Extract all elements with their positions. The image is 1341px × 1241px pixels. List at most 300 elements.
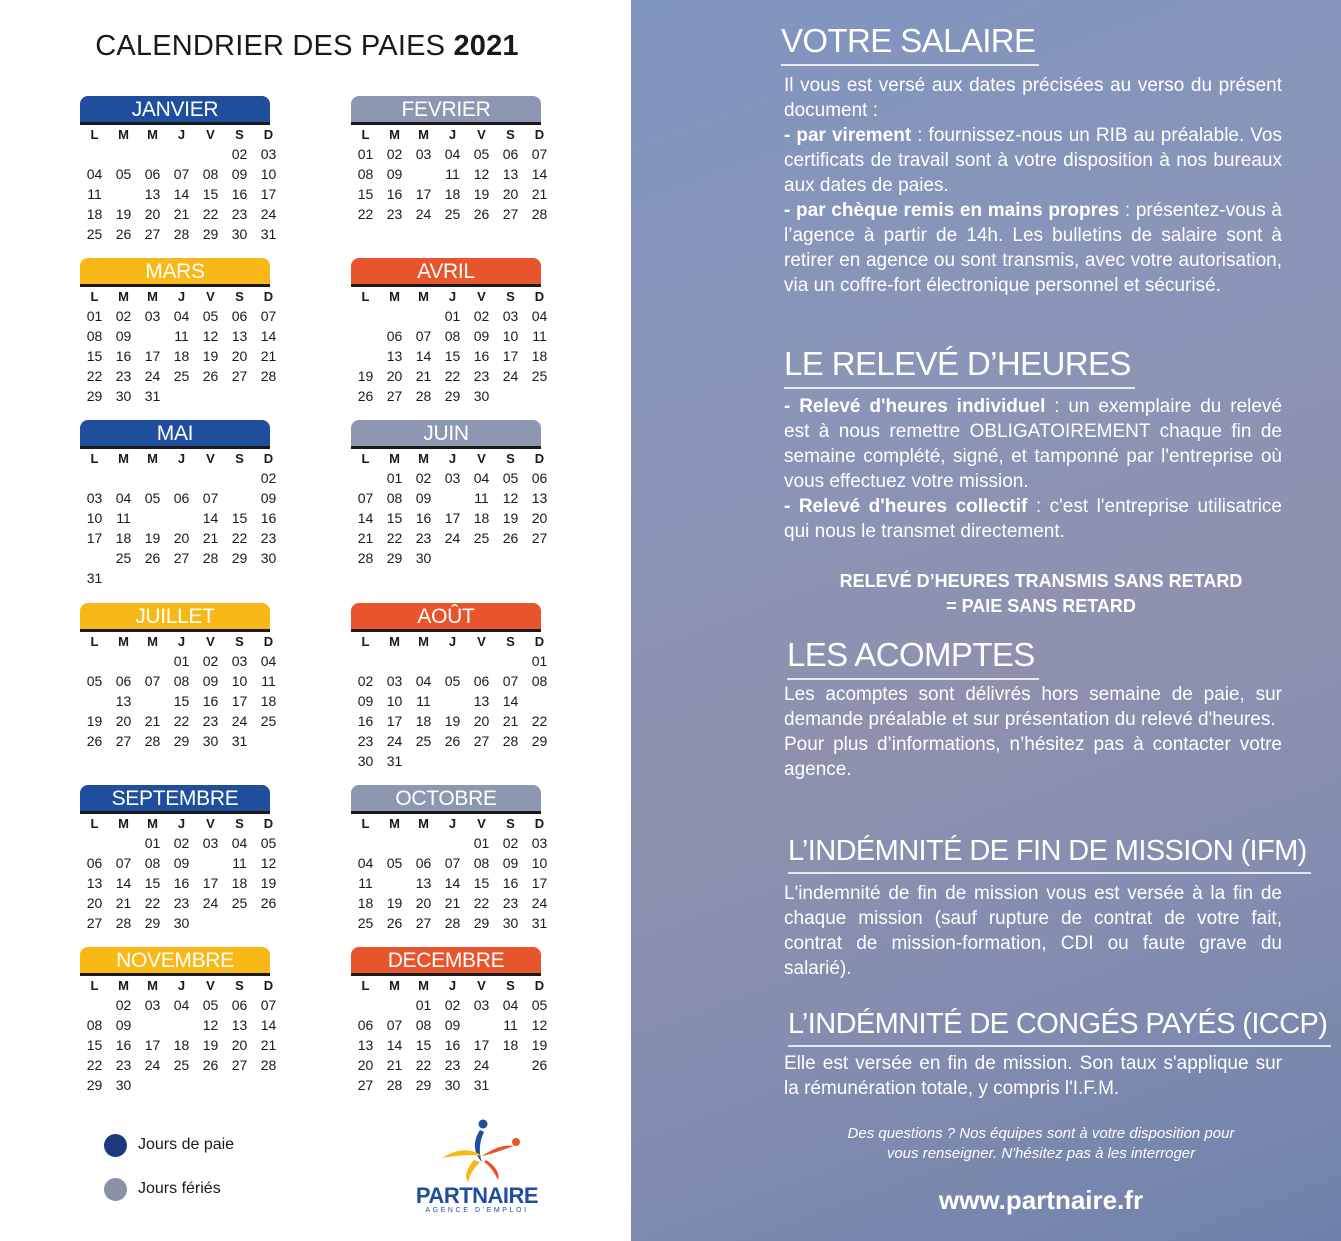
day-cell: 11 bbox=[261, 673, 276, 689]
day-cell: 26 bbox=[115, 226, 132, 242]
empty-cell bbox=[109, 833, 138, 853]
month-grid bbox=[351, 449, 548, 568]
empty-cell bbox=[80, 144, 109, 164]
day-cell: 17 bbox=[386, 713, 403, 729]
weekday-header: J bbox=[448, 978, 457, 993]
day-cell: 10 bbox=[502, 328, 519, 344]
day-cell: 22 bbox=[231, 530, 248, 546]
day-cell: 07 bbox=[144, 673, 161, 689]
calendar-year: 2021 bbox=[453, 30, 519, 62]
day-cell: 15 bbox=[386, 510, 403, 526]
day-cell: 06 bbox=[415, 855, 432, 871]
day-cell: 07 bbox=[357, 490, 374, 506]
day-cell: 20 bbox=[531, 510, 548, 526]
day-cell: 27 bbox=[115, 733, 132, 749]
day-cell: 04 bbox=[231, 835, 248, 851]
day-cell: 10 bbox=[260, 166, 277, 182]
weekday-header: M bbox=[389, 978, 400, 993]
weekday-header: V bbox=[206, 451, 215, 466]
day-cell: 23 bbox=[473, 368, 490, 384]
cheque-text: : présentez-vous à l’agence à partir de 14h. Les bulletins de salaire sont à retirer en agence ou sont transmis, avec votre autorisation, via un coffre-fort électronique personnel et sécurisé. bbox=[784, 200, 1282, 296]
virement-text: : fournissez-nous un RIB au préalable. Vos certificats de travail sont à votre disposition à nos bureaux aux dates de paies. bbox=[784, 125, 1282, 196]
weekday-header: M bbox=[147, 451, 158, 466]
day-cell: 05 bbox=[115, 166, 132, 182]
day-cell: 18 bbox=[86, 206, 103, 222]
holiday-cell: 11 bbox=[167, 1015, 196, 1035]
calendar-title bbox=[0, 30, 614, 63]
day-cell: 20 bbox=[144, 206, 161, 222]
weekday-header: M bbox=[389, 289, 400, 304]
day-cell: 02 bbox=[115, 997, 132, 1013]
month-3 bbox=[80, 258, 277, 406]
day-cell: 01 bbox=[444, 308, 461, 324]
day-cell: 06 bbox=[144, 166, 161, 182]
weekday-header: S bbox=[235, 289, 244, 304]
day-cell: 11 bbox=[416, 693, 431, 709]
empty-cell bbox=[109, 144, 138, 164]
day-cell: 25 bbox=[231, 895, 248, 911]
day-cell: 31 bbox=[231, 733, 248, 749]
pay-day-cell: 10 bbox=[409, 164, 438, 184]
day-cell: 30 bbox=[502, 915, 519, 931]
day-cell: 02 bbox=[386, 146, 403, 162]
day-cell: 07 bbox=[531, 146, 548, 162]
month-9 bbox=[80, 785, 277, 933]
day-cell: 30 bbox=[173, 915, 190, 931]
day-cell: 16 bbox=[357, 713, 374, 729]
day-cell: 25 bbox=[473, 530, 490, 546]
weekday-header: L bbox=[90, 978, 99, 993]
day-cell: 31 bbox=[531, 915, 548, 931]
day-cell: 08 bbox=[86, 1017, 103, 1033]
weekday-header: S bbox=[235, 816, 244, 831]
day-cell: 29 bbox=[202, 226, 219, 242]
day-cell: 23 bbox=[444, 1057, 461, 1073]
weekday-header: D bbox=[534, 451, 545, 466]
acomptes-text bbox=[784, 682, 1282, 782]
weekday-header: V bbox=[477, 289, 486, 304]
weekday-header: S bbox=[506, 978, 515, 993]
day-cell: 09 bbox=[357, 693, 374, 709]
day-cell: 30 bbox=[444, 1077, 461, 1093]
weekday-header: D bbox=[534, 634, 545, 649]
day-cell: 07 bbox=[260, 997, 277, 1013]
weekday-header: M bbox=[418, 978, 429, 993]
weekday-header: M bbox=[118, 816, 129, 831]
month-header: JUIN bbox=[351, 420, 541, 446]
day-cell: 03 bbox=[86, 490, 103, 506]
calendar-panel bbox=[0, 0, 631, 1241]
weekday-header: D bbox=[263, 127, 274, 142]
weekday-header: M bbox=[389, 127, 400, 142]
day-cell: 28 bbox=[386, 1077, 403, 1093]
day-cell: 25 bbox=[173, 1057, 190, 1073]
day-cell: 11 bbox=[503, 1017, 518, 1033]
weekday-header: D bbox=[263, 978, 274, 993]
month-header: DECEMBRE bbox=[351, 947, 541, 973]
day-cell: 02 bbox=[473, 308, 490, 324]
day-cell: 17 bbox=[202, 875, 219, 891]
weekday-header: M bbox=[147, 978, 158, 993]
day-cell: 15 bbox=[357, 186, 374, 202]
day-cell: 09 bbox=[386, 166, 403, 182]
day-cell: 23 bbox=[415, 530, 432, 546]
day-cell: 15 bbox=[144, 875, 161, 891]
day-cell: 01 bbox=[531, 653, 548, 669]
month-11 bbox=[80, 947, 277, 1095]
day-cell: 16 bbox=[502, 875, 519, 891]
month-grid bbox=[80, 287, 277, 406]
day-cell: 17 bbox=[260, 186, 277, 202]
empty-cell bbox=[80, 651, 109, 671]
day-cell: 28 bbox=[173, 226, 190, 242]
empty-cell bbox=[438, 651, 467, 671]
website-link[interactable]: www.partnaire.fr bbox=[938, 1185, 1144, 1215]
day-cell: 22 bbox=[473, 895, 490, 911]
day-cell: 03 bbox=[202, 835, 219, 851]
day-cell: 17 bbox=[415, 186, 432, 202]
day-cell: 31 bbox=[473, 1077, 490, 1093]
day-cell: 13 bbox=[231, 328, 248, 344]
day-cell: 20 bbox=[357, 1057, 374, 1073]
day-cell: 04 bbox=[415, 673, 432, 689]
empty-cell bbox=[167, 468, 196, 488]
day-cell: 02 bbox=[260, 470, 277, 486]
slogan-line-1: RELEVÉ D’HEURES TRANSMIS SANS RETARD bbox=[839, 571, 1243, 591]
day-cell: 23 bbox=[202, 713, 219, 729]
day-cell: 06 bbox=[231, 997, 248, 1013]
day-cell: 08 bbox=[357, 166, 374, 182]
day-cell: 16 bbox=[444, 1037, 461, 1053]
pay-day-cell: 10 bbox=[138, 1015, 167, 1035]
day-cell: 03 bbox=[444, 470, 461, 486]
day-cell: 19 bbox=[473, 186, 490, 202]
day-cell: 23 bbox=[357, 733, 374, 749]
day-cell: 03 bbox=[144, 308, 161, 324]
day-cell: 01 bbox=[386, 470, 403, 486]
day-cell: 03 bbox=[415, 146, 432, 162]
weekday-header: M bbox=[118, 634, 129, 649]
weekday-header: V bbox=[206, 289, 215, 304]
day-cell: 14 bbox=[531, 166, 548, 182]
day-cell: 22 bbox=[531, 713, 548, 729]
pay-day-cell: 12 bbox=[80, 691, 109, 711]
pay-dot-icon bbox=[104, 1134, 127, 1157]
day-cell: 29 bbox=[415, 1077, 432, 1093]
empty-cell bbox=[196, 468, 225, 488]
month-4 bbox=[351, 258, 548, 406]
weekday-header: D bbox=[534, 978, 545, 993]
weekday-header: S bbox=[506, 127, 515, 142]
day-cell: 27 bbox=[415, 915, 432, 931]
day-cell: 27 bbox=[144, 226, 161, 242]
month-header: JANVIER bbox=[80, 96, 270, 122]
empty-cell bbox=[409, 651, 438, 671]
day-cell: 10 bbox=[231, 673, 248, 689]
holiday-cell: 14 bbox=[138, 691, 167, 711]
holiday-cell: 25 bbox=[496, 1055, 525, 1075]
day-cell: 30 bbox=[115, 1077, 132, 1093]
day-cell: 21 bbox=[502, 713, 519, 729]
day-cell: 29 bbox=[444, 388, 461, 404]
day-cell: 30 bbox=[260, 550, 277, 566]
weekday-header: L bbox=[361, 816, 370, 831]
month-grid bbox=[80, 632, 277, 751]
day-cell: 04 bbox=[86, 166, 103, 182]
ifm-title: L’INDÉMNITÉ DE FIN DE MISSION (IFM) bbox=[788, 835, 1307, 867]
month-header: FEVRIER bbox=[351, 96, 541, 122]
day-cell: 08 bbox=[415, 1017, 432, 1033]
day-cell: 04 bbox=[444, 146, 461, 162]
month-grid bbox=[351, 814, 548, 933]
day-cell: 25 bbox=[357, 915, 374, 931]
day-cell: 24 bbox=[415, 206, 432, 222]
day-cell: 06 bbox=[231, 308, 248, 324]
holiday-cell: 01 bbox=[80, 995, 109, 1015]
day-cell: 30 bbox=[202, 733, 219, 749]
salaire-intro: Il vous est versé aux dates précisées au verso du présent document : bbox=[784, 75, 1282, 121]
day-cell: 12 bbox=[202, 328, 219, 344]
day-cell: 11 bbox=[232, 855, 247, 871]
weekday-header: M bbox=[118, 127, 129, 142]
day-cell: 25 bbox=[415, 733, 432, 749]
holiday-cell: 15 bbox=[525, 691, 554, 711]
day-cell: 29 bbox=[531, 733, 548, 749]
questions-note bbox=[781, 1124, 1301, 1164]
month-grid bbox=[351, 125, 548, 224]
weekday-header: V bbox=[477, 816, 486, 831]
day-cell: 06 bbox=[173, 490, 190, 506]
day-cell: 09 bbox=[115, 328, 132, 344]
empty-cell bbox=[138, 468, 167, 488]
day-cell: 18 bbox=[231, 875, 248, 891]
day-cell: 11 bbox=[116, 510, 131, 526]
releve-title: LE RELEVÉ D’HEURES bbox=[784, 345, 1131, 382]
day-cell: 28 bbox=[202, 550, 219, 566]
day-cell: 20 bbox=[231, 1037, 248, 1053]
day-cell: 20 bbox=[173, 530, 190, 546]
empty-cell bbox=[380, 651, 409, 671]
day-cell: 29 bbox=[473, 915, 490, 931]
partnaire-logo bbox=[412, 1118, 542, 1222]
day-cell: 24 bbox=[386, 733, 403, 749]
salaire-title: VOTRE SALAIRE bbox=[781, 22, 1036, 59]
day-cell: 15 bbox=[202, 186, 219, 202]
day-cell: 26 bbox=[473, 206, 490, 222]
weekday-header: S bbox=[235, 451, 244, 466]
day-cell: 18 bbox=[415, 713, 432, 729]
month-header: AVRIL bbox=[351, 258, 541, 284]
day-cell: 31 bbox=[260, 226, 277, 242]
day-cell: 08 bbox=[144, 855, 161, 871]
day-cell: 18 bbox=[173, 348, 190, 364]
day-cell: 12 bbox=[531, 1017, 548, 1033]
weekday-header: S bbox=[235, 978, 244, 993]
day-cell: 09 bbox=[260, 490, 277, 506]
day-cell: 27 bbox=[357, 1077, 374, 1093]
day-cell: 23 bbox=[115, 1057, 132, 1073]
weekday-header: J bbox=[448, 127, 457, 142]
day-cell: 02 bbox=[173, 835, 190, 851]
day-cell: 05 bbox=[444, 673, 461, 689]
day-cell: 02 bbox=[502, 835, 519, 851]
day-cell: 17 bbox=[502, 348, 519, 364]
day-cell: 20 bbox=[473, 713, 490, 729]
day-cell: 13 bbox=[502, 166, 519, 182]
day-cell: 29 bbox=[386, 550, 403, 566]
day-cell: 17 bbox=[86, 530, 103, 546]
day-cell: 19 bbox=[531, 1037, 548, 1053]
day-cell: 26 bbox=[444, 733, 461, 749]
empty-cell bbox=[438, 833, 467, 853]
holiday-cell: 01 bbox=[225, 468, 254, 488]
holiday-cell: 01 bbox=[196, 144, 225, 164]
day-cell: 23 bbox=[386, 206, 403, 222]
day-cell: 22 bbox=[86, 1057, 103, 1073]
day-cell: 14 bbox=[502, 693, 519, 709]
weekday-header: M bbox=[389, 816, 400, 831]
day-cell: 05 bbox=[202, 997, 219, 1013]
weekday-header: M bbox=[418, 634, 429, 649]
iccp-text: Elle est versée en fin de mission. Son taux s'applique sur la rémunération totale, y compris l'I.F.M. bbox=[784, 1053, 1282, 1099]
day-cell: 14 bbox=[415, 348, 432, 364]
acomptes-text-2: Pour plus d’informations, n’hésitez pas à contacter votre agence. bbox=[784, 734, 1282, 780]
day-cell: 11 bbox=[174, 328, 189, 344]
day-cell: 09 bbox=[444, 1017, 461, 1033]
slogan-line-2: = PAIE SANS RETARD bbox=[946, 596, 1136, 616]
day-cell: 14 bbox=[202, 510, 219, 526]
weekday-header: J bbox=[448, 451, 457, 466]
day-cell: 24 bbox=[260, 206, 277, 222]
holiday-cell: 08 bbox=[225, 488, 254, 508]
pay-day-cell: 12 bbox=[351, 346, 380, 366]
weekday-header: S bbox=[235, 127, 244, 142]
day-cell: 24 bbox=[144, 1057, 161, 1073]
holiday-cell: 13 bbox=[167, 508, 196, 528]
weekday-header: D bbox=[263, 634, 274, 649]
day-cell: 11 bbox=[358, 875, 373, 891]
day-cell: 05 bbox=[260, 835, 277, 851]
day-cell: 15 bbox=[444, 348, 461, 364]
day-cell: 04 bbox=[357, 855, 374, 871]
individuel-label: - Relevé d'heures individuel bbox=[784, 396, 1046, 417]
weekday-header: M bbox=[418, 127, 429, 142]
weekday-header: V bbox=[477, 634, 486, 649]
day-cell: 28 bbox=[115, 915, 132, 931]
day-cell: 17 bbox=[531, 875, 548, 891]
day-cell: 30 bbox=[231, 226, 248, 242]
day-cell: 26 bbox=[357, 388, 374, 404]
month-12 bbox=[351, 947, 548, 1095]
day-cell: 08 bbox=[86, 328, 103, 344]
day-cell: 13 bbox=[386, 348, 403, 364]
day-cell: 28 bbox=[531, 206, 548, 222]
day-cell: 31 bbox=[86, 570, 103, 586]
day-cell: 04 bbox=[115, 490, 132, 506]
pay-day-cell: 10 bbox=[196, 853, 225, 873]
month-grid bbox=[80, 814, 277, 933]
day-cell: 25 bbox=[531, 368, 548, 384]
empty-cell bbox=[80, 833, 109, 853]
logo-figure-icon bbox=[412, 1118, 542, 1184]
day-cell: 24 bbox=[231, 713, 248, 729]
weekday-header: S bbox=[506, 634, 515, 649]
cheque-label: - par chèque remis en mains propres bbox=[784, 200, 1120, 221]
day-cell: 17 bbox=[144, 1037, 161, 1053]
legend-pay bbox=[104, 1133, 324, 1157]
day-cell: 15 bbox=[473, 875, 490, 891]
day-cell: 18 bbox=[173, 1037, 190, 1053]
day-cell: 30 bbox=[115, 388, 132, 404]
day-cell: 24 bbox=[144, 368, 161, 384]
day-cell: 08 bbox=[473, 855, 490, 871]
day-cell: 02 bbox=[444, 997, 461, 1013]
day-cell: 17 bbox=[444, 510, 461, 526]
day-cell: 07 bbox=[502, 673, 519, 689]
collectif-label: - Relevé d'heures collectif bbox=[784, 496, 1028, 517]
day-cell: 13 bbox=[115, 693, 132, 709]
day-cell: 11 bbox=[87, 186, 102, 202]
virement-label: - par virement bbox=[784, 125, 912, 146]
day-cell: 22 bbox=[173, 713, 190, 729]
weekday-header: J bbox=[177, 127, 186, 142]
month-header: AOÛT bbox=[351, 603, 541, 629]
empty-cell bbox=[138, 651, 167, 671]
day-cell: 24 bbox=[502, 368, 519, 384]
day-cell: 11 bbox=[474, 490, 489, 506]
weekday-header: S bbox=[506, 451, 515, 466]
weekday-header: L bbox=[361, 451, 370, 466]
day-cell: 21 bbox=[531, 186, 548, 202]
day-cell: 03 bbox=[386, 673, 403, 689]
day-cell: 27 bbox=[86, 915, 103, 931]
empty-cell bbox=[167, 144, 196, 164]
day-cell: 31 bbox=[386, 753, 403, 769]
day-cell: 29 bbox=[144, 915, 161, 931]
day-cell: 14 bbox=[444, 875, 461, 891]
day-cell: 16 bbox=[415, 510, 432, 526]
day-cell: 10 bbox=[386, 693, 403, 709]
day-cell: 01 bbox=[86, 308, 103, 324]
day-cell: 27 bbox=[173, 550, 190, 566]
day-cell: 07 bbox=[260, 308, 277, 324]
day-cell: 03 bbox=[531, 835, 548, 851]
day-cell: 20 bbox=[502, 186, 519, 202]
day-cell: 13 bbox=[144, 186, 161, 202]
weekday-header: M bbox=[389, 634, 400, 649]
day-cell: 21 bbox=[115, 895, 132, 911]
ifm-text: L'indemnité de fin de mission vous est versée à la fin de chaque mission (sauf rupture de contrat de votre fait, contrat de mission-formation, CDI ou faute grave du salarié). bbox=[784, 883, 1282, 979]
day-cell: 18 bbox=[357, 895, 374, 911]
weekday-header: J bbox=[177, 816, 186, 831]
day-cell: 23 bbox=[115, 368, 132, 384]
day-cell: 28 bbox=[144, 733, 161, 749]
day-cell: 12 bbox=[260, 855, 277, 871]
day-cell: 02 bbox=[115, 308, 132, 324]
day-cell: 16 bbox=[260, 510, 277, 526]
day-cell: 29 bbox=[173, 733, 190, 749]
day-cell: 28 bbox=[502, 733, 519, 749]
day-cell: 05 bbox=[386, 855, 403, 871]
day-cell: 23 bbox=[173, 895, 190, 911]
day-cell: 01 bbox=[173, 653, 190, 669]
day-cell: 24 bbox=[473, 1057, 490, 1073]
weekday-header: M bbox=[118, 289, 129, 304]
day-cell: 30 bbox=[473, 388, 490, 404]
day-cell: 26 bbox=[144, 550, 161, 566]
logo-tagline: AGENCE D'EMPLOI bbox=[425, 1207, 529, 1214]
pay-day-cell: 10 bbox=[138, 326, 167, 346]
